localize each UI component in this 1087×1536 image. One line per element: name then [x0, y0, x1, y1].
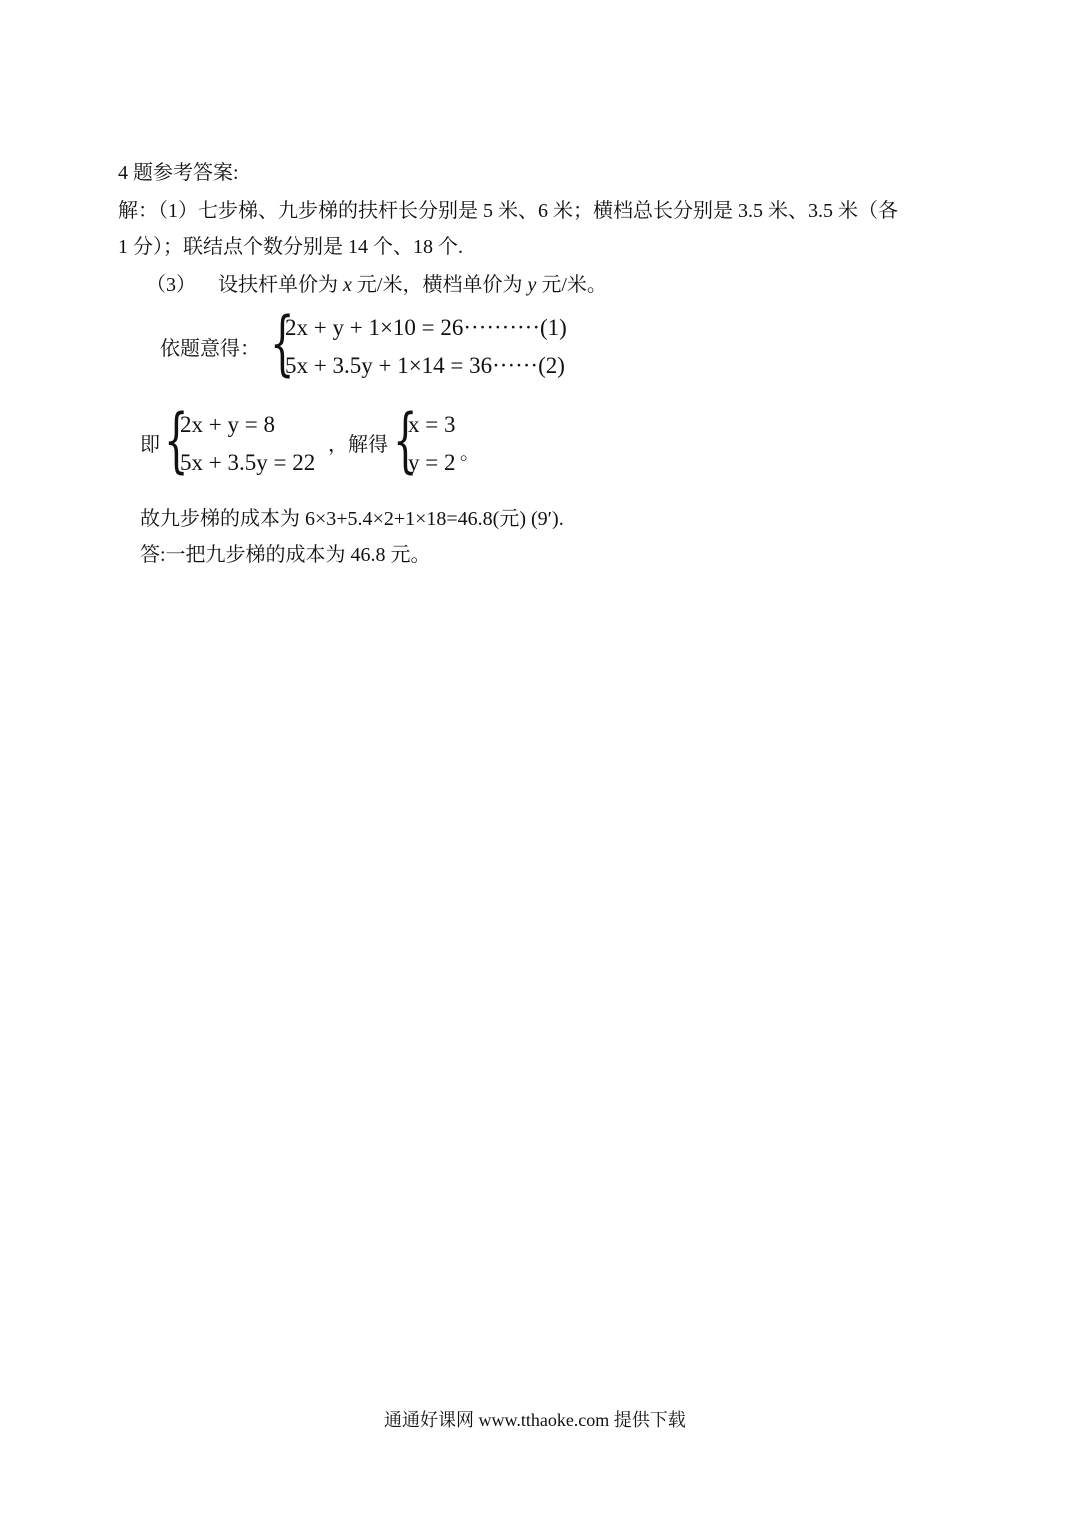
system2-mid: ，解得	[328, 434, 388, 456]
system2-brace: {	[164, 399, 189, 481]
system2-sol1: x = 3	[408, 412, 456, 437]
solution-line-1: 解：（1）七步梯、九步梯的扶杆长分别是 5 米、6 米；横档总长分别是 3.5 米、3.5 米（各	[118, 200, 898, 222]
conclusion-line: 故九步梯的成本为 6×3+5.4×2+1×18=46.8(元) (9′).	[140, 508, 564, 530]
system1-brace: {	[270, 302, 295, 384]
system1-eq1: 2x + y + 1×10 = 26··········(1)	[285, 315, 567, 340]
part3-text-c: 元/米。	[536, 274, 607, 296]
system2-sol2: y = 2	[408, 450, 456, 475]
answer-line: 答:一把九步梯的成本为 46.8 元。	[140, 544, 431, 566]
footer-text: 通通好课网 www.tthaoke.com 提供下载	[384, 1410, 686, 1430]
system2-eq1: 2x + y = 8	[180, 412, 275, 437]
system1-prefix: 依题意得：	[160, 338, 260, 360]
part3-label: （3）	[146, 274, 196, 296]
system2-end: 。	[460, 442, 480, 464]
solution-line-2: 1 分）；联结点个数分别是 14 个、18 个.	[118, 236, 463, 258]
system2-prefix: 即	[140, 434, 160, 456]
variable-x: x	[343, 274, 352, 296]
variable-y: y	[527, 274, 537, 296]
answer-title: 4 题参考答案:	[118, 162, 239, 184]
part3-text-b: 元/米，横档单价为	[351, 274, 528, 296]
system1-eq2: 5x + 3.5y + 1×14 = 36······(2)	[285, 353, 565, 378]
system2-eq2: 5x + 3.5y = 22	[180, 450, 316, 475]
system2-solution-brace: {	[393, 399, 418, 481]
part3-text-a: 设扶杆单价为	[218, 274, 343, 296]
part3-line	[146, 272, 607, 298]
